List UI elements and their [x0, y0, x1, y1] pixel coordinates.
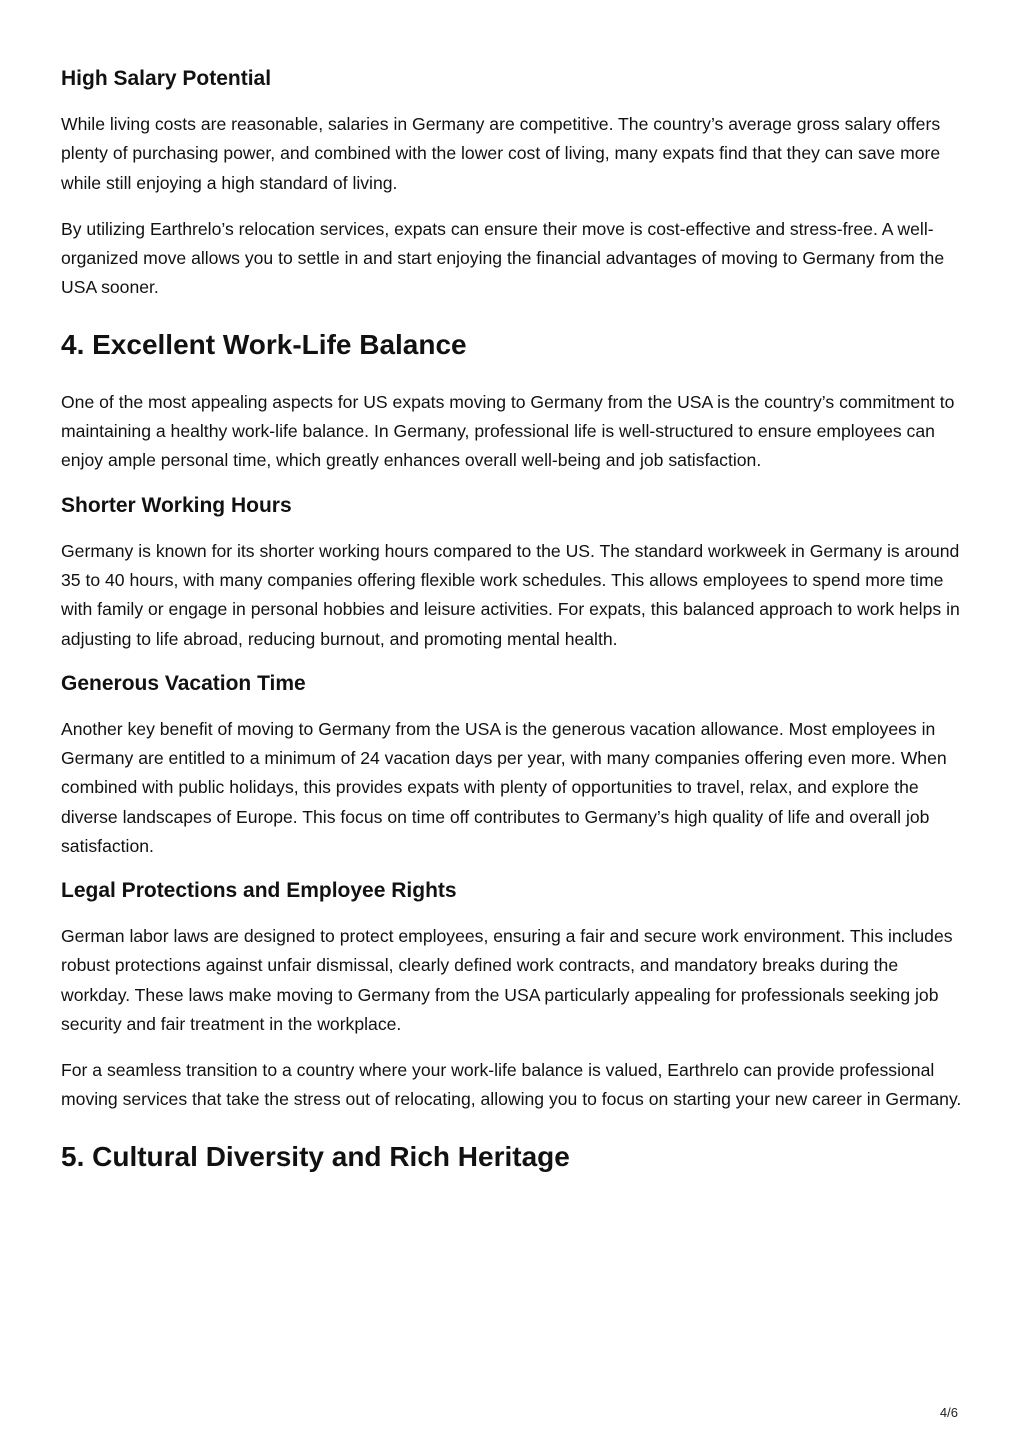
- paragraph: One of the most appealing aspects for US expats moving to Germany from the USA is the country’s commitment to maintaining a healthy work-life balance. In Germany, professional life is well-structured to ensure employees can enjoy ample personal time, which greatly enhances overall well-being and job satisfaction.: [61, 392, 955, 471]
- heading-work-life-balance: 4. Excellent Work-Life Balance: [61, 329, 467, 361]
- section-heading-legal-protections: Legal Protections and Employee Rights: [61, 879, 457, 902]
- page-content: [61, 66, 966, 1200]
- paragraph: Germany is known for its shorter working hours compared to the US. The standard workweek in Germany is around 35 to 40 hours, with many companies offering flexible work schedules. This allows employees to spend more time with family or engage in personal hobbies and leisure activities. For expats, this balanced approach to work helps in adjusting to life abroad, reducing burnout, and promoting mental health.: [61, 540, 960, 649]
- paragraph: By utilizing Earthrelo’s relocation services, expats can ensure their move is cost-effective and stress-free. A well-organized move allows you to settle in and start enjoying the financial advantages of moving to Germany from the USA sooner.: [61, 218, 945, 298]
- paragraph: German labor laws are designed to protect employees, ensuring a fair and secure work environment. This includes robust protections against unfair dismissal, clearly defined work contracts, and mandatory breaks during the workday. These laws make moving to Germany from the USA particularly appealing for professionals seeking job security and fair treatment in the workplace.: [61, 926, 953, 1034]
- page-number: 4/6: [939, 1405, 958, 1420]
- section-heading-shorter-hours: Shorter Working Hours: [61, 493, 292, 517]
- paragraph: While living costs are reasonable, salaries in Germany are competitive. The country’s average gross salary offers plenty of purchasing power, and combined with the lower cost of living, many expats find that they can save more while still enjoying a high standard of living.: [61, 114, 941, 193]
- section-heading-high-salary: High Salary Potential: [61, 67, 272, 90]
- section-heading-vacation: Generous Vacation Time: [61, 671, 306, 695]
- paragraph: For a seamless transition to a country where your work-life balance is valued, Earthrelo can provide professional moving services that take the stress out of relocating, allowing you to focus on starting your new career in Germany.: [61, 1060, 962, 1110]
- paragraph: Another key benefit of moving to Germany from the USA is the generous vacation allowance. Most employees in Germany are entitled to a minimum of 24 vacation days per year, with many companies offering even more. When combined with public holidays, this provides expats with plenty of opportunities to travel, relax, and explore the diverse landscapes of Europe. This focus on time off contributes to Germany’s high quality of life and overall job satisfaction.: [61, 718, 947, 856]
- heading-cultural-diversity: 5. Cultural Diversity and Rich Heritage: [61, 1141, 570, 1173]
